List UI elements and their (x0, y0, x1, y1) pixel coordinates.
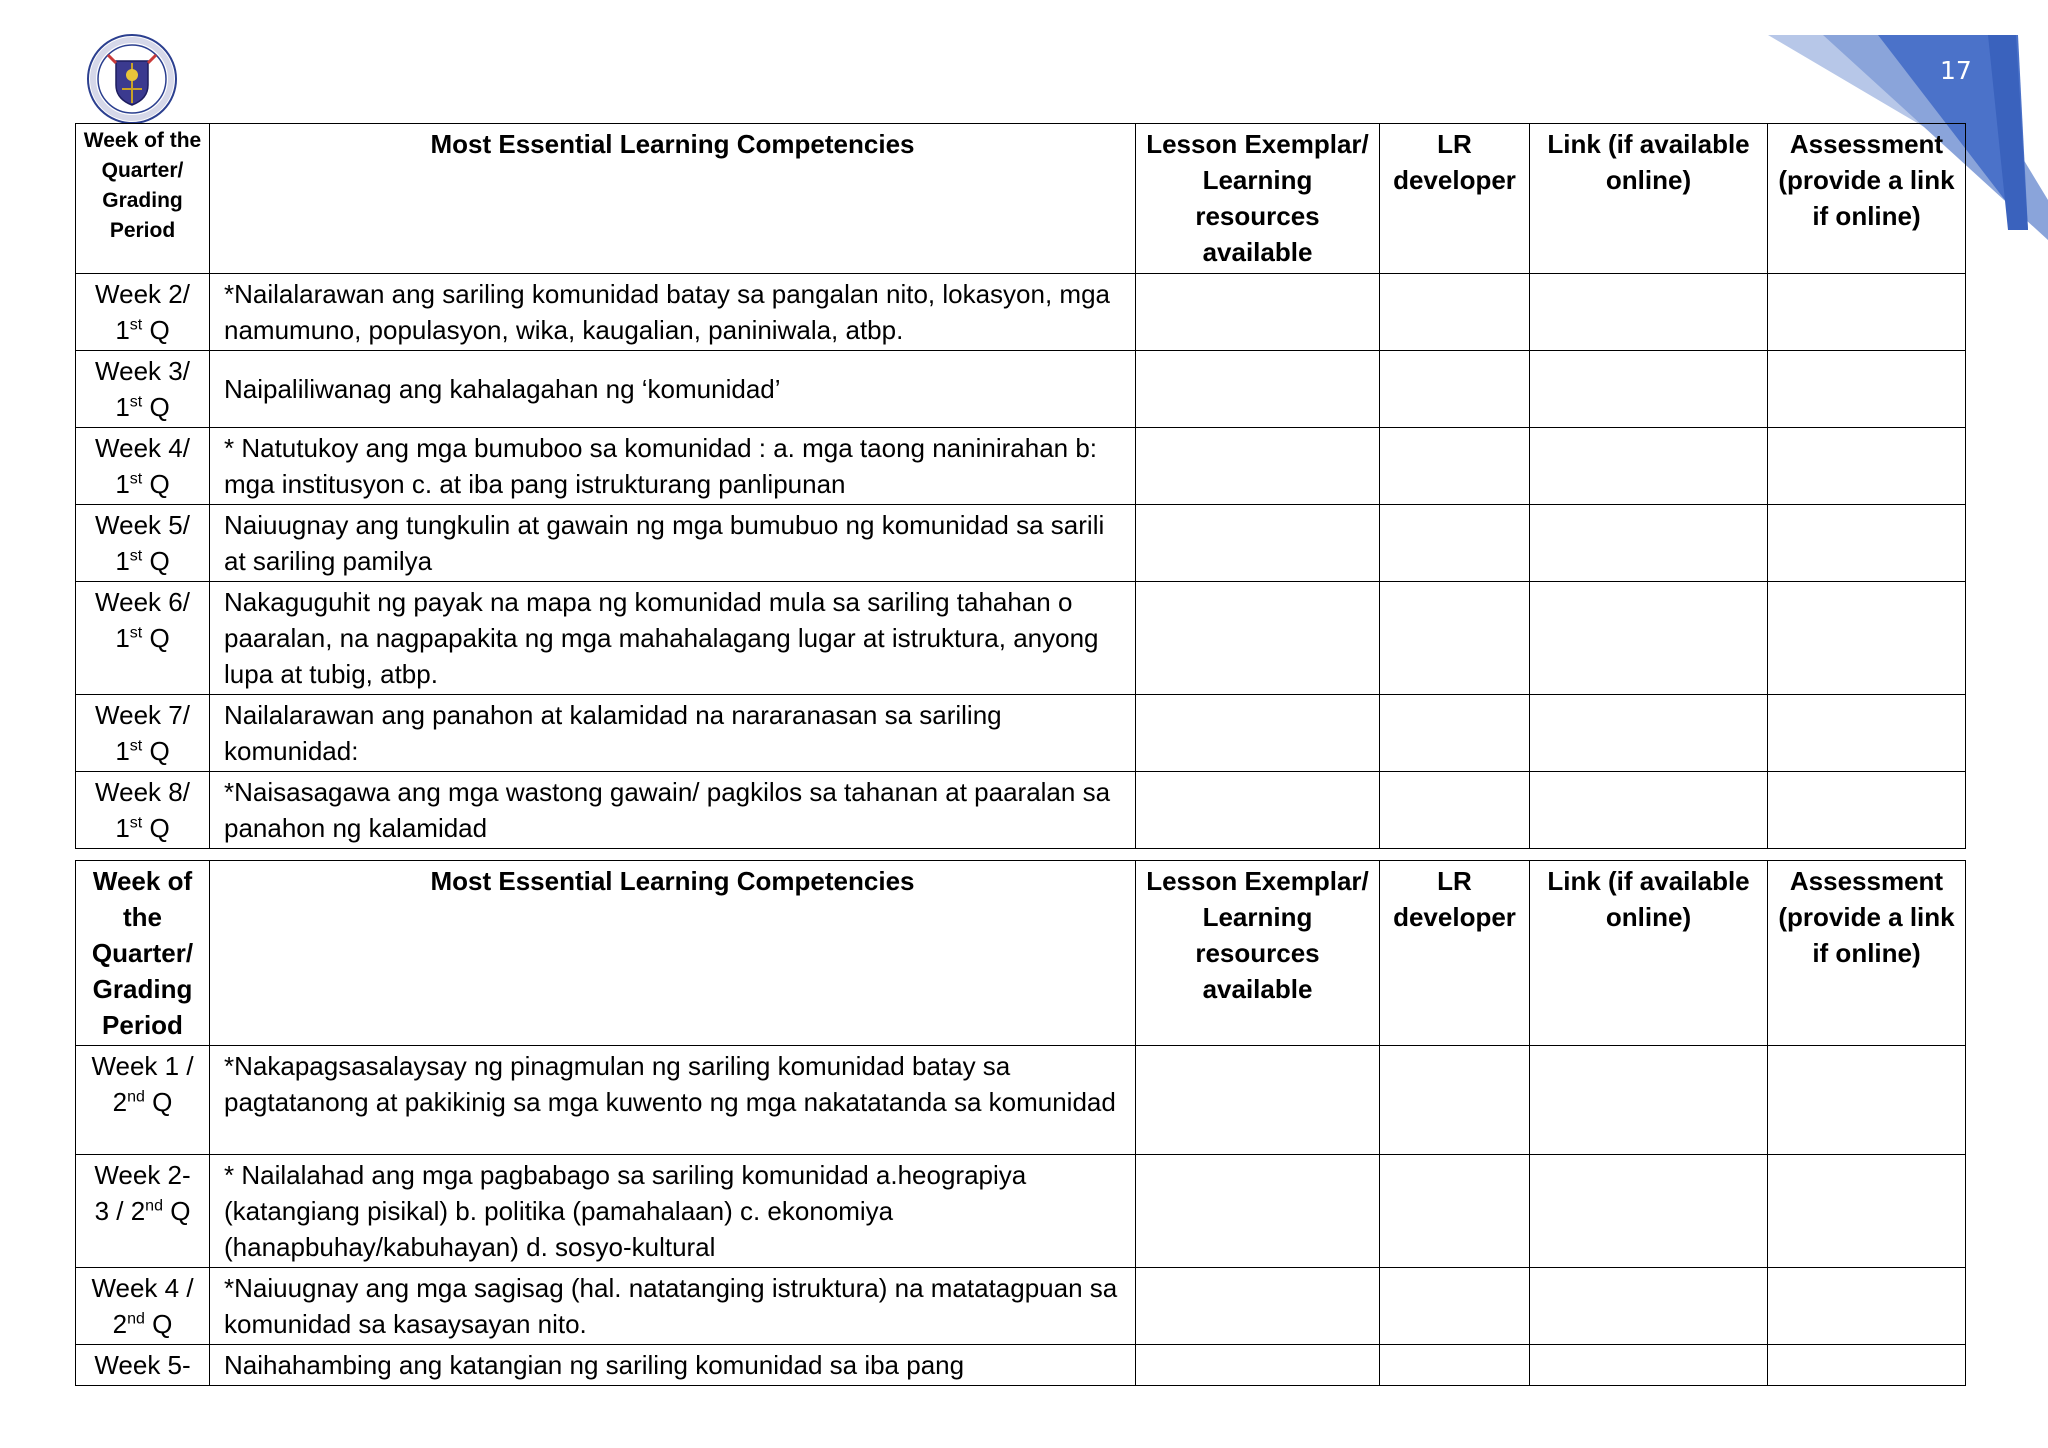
table-row (76, 428, 1966, 505)
competency-cell: * Nailalahad ang mga pagbabago sa sariling komunidad a.heograpiya (katangiang pisikal) b. politika (pamahalaan) c. ekonomiya (hanapbuhay/kabuhayan) d. sosyo-kultural (210, 1155, 1136, 1268)
table-header-row (76, 861, 1966, 1046)
competency-cell: *Nakapagsasalaysay ng pinagmulan ng sariling komunidad batay sa pagtatanong at pakikinig sa mga kuwento ng mga nakatatanda sa komunidad (210, 1046, 1136, 1155)
empty-cell (1530, 351, 1768, 428)
empty-cell (1768, 1046, 1966, 1155)
empty-cell (1530, 1268, 1768, 1345)
empty-cell (1136, 351, 1380, 428)
empty-cell (1530, 695, 1768, 772)
competency-cell: Naihahambing ang katangian ng sariling komunidad sa iba pang (210, 1345, 1136, 1386)
page-number: 17 (1940, 56, 1972, 85)
week-cell: Week 8/ 1st Q (76, 772, 210, 849)
empty-cell (1380, 1345, 1530, 1386)
empty-cell (1380, 274, 1530, 351)
empty-cell (1136, 1345, 1380, 1386)
competencies-table-q1 (75, 123, 1966, 849)
header-week: Week of the Quarter/ Grading Period (76, 124, 210, 274)
empty-cell (1530, 1345, 1768, 1386)
table-row (76, 274, 1966, 351)
empty-cell (1768, 1268, 1966, 1345)
empty-cell (1380, 1046, 1530, 1155)
empty-cell (1768, 772, 1966, 849)
empty-cell (1530, 428, 1768, 505)
empty-cell (1136, 1155, 1380, 1268)
empty-cell (1530, 1046, 1768, 1155)
empty-cell (1768, 274, 1966, 351)
header-lesson-exemplar: Lesson Exemplar/ Learning resources available (1136, 861, 1380, 1046)
header-week: Week of the Quarter/ Grading Period (76, 861, 210, 1046)
empty-cell (1768, 695, 1966, 772)
competency-cell: Naipaliliwanag ang kahalagahan ng ‘komunidad’ (210, 351, 1136, 428)
table-row (76, 1155, 1966, 1268)
header-lr-developer: LR developer (1380, 861, 1530, 1046)
empty-cell (1136, 695, 1380, 772)
table-row (76, 1345, 1966, 1386)
empty-cell (1768, 1345, 1966, 1386)
table-header-row (76, 124, 1966, 274)
table-row (76, 351, 1966, 428)
header-assessment: Assessment (provide a link if online) (1768, 124, 1966, 274)
competency-cell: *Naisasagawa ang mga wastong gawain/ pagkilos sa tahanan at paaralan sa panahon ng kalamidad (210, 772, 1136, 849)
week-cell: Week 3/ 1st Q (76, 351, 210, 428)
header-link: Link (if available online) (1530, 861, 1768, 1046)
empty-cell (1530, 582, 1768, 695)
empty-cell (1380, 582, 1530, 695)
empty-cell (1380, 351, 1530, 428)
empty-cell (1380, 1268, 1530, 1345)
empty-cell (1768, 428, 1966, 505)
table-row (76, 772, 1966, 849)
week-cell: Week 2- 3 / 2nd Q (76, 1155, 210, 1268)
empty-cell (1530, 505, 1768, 582)
empty-cell (1380, 505, 1530, 582)
empty-cell (1530, 1155, 1768, 1268)
header-melc: Most Essential Learning Competencies (210, 861, 1136, 1046)
header-assessment: Assessment (provide a link if online) (1768, 861, 1966, 1046)
empty-cell (1136, 505, 1380, 582)
competency-cell: * Natutukoy ang mga bumuboo sa komunidad : a. mga taong naninirahan b: mga institusyon c. at iba pang istrukturang panlipunan (210, 428, 1136, 505)
table-row (76, 505, 1966, 582)
week-cell: Week 7/ 1st Q (76, 695, 210, 772)
week-cell: Week 5- (76, 1345, 210, 1386)
empty-cell (1380, 695, 1530, 772)
competency-cell: *Naiuugnay ang mga sagisag (hal. natatanging istruktura) na matatagpuan sa komunidad sa kasaysayan nito. (210, 1268, 1136, 1345)
competencies-table-q2 (75, 860, 1966, 1386)
empty-cell (1768, 505, 1966, 582)
header-link: Link (if available online) (1530, 124, 1768, 274)
empty-cell (1380, 772, 1530, 849)
empty-cell (1136, 1268, 1380, 1345)
week-cell: Week 6/ 1st Q (76, 582, 210, 695)
deped-seal-logo (86, 33, 178, 125)
competency-cell: Nailalarawan ang panahon at kalamidad na nararanasan sa sariling komunidad: (210, 695, 1136, 772)
week-cell: Week 2/ 1st Q (76, 274, 210, 351)
empty-cell (1380, 1155, 1530, 1268)
empty-cell (1768, 1155, 1966, 1268)
week-cell: Week 4 / 2nd Q (76, 1268, 210, 1345)
table-row (76, 582, 1966, 695)
empty-cell (1136, 772, 1380, 849)
table-row (76, 1268, 1966, 1345)
table-row (76, 695, 1966, 772)
header-lr-developer: LR developer (1380, 124, 1530, 274)
header-lesson-exemplar: Lesson Exemplar/ Learning resources available (1136, 124, 1380, 274)
empty-cell (1768, 582, 1966, 695)
empty-cell (1136, 582, 1380, 695)
empty-cell (1136, 1046, 1380, 1155)
empty-cell (1530, 772, 1768, 849)
week-cell: Week 4/ 1st Q (76, 428, 210, 505)
competency-cell: Naiuugnay ang tungkulin at gawain ng mga bumubuo ng komunidad sa sarili at sariling pamilya (210, 505, 1136, 582)
empty-cell (1530, 274, 1768, 351)
week-cell: Week 5/ 1st Q (76, 505, 210, 582)
week-cell: Week 1 / 2nd Q (76, 1046, 210, 1155)
empty-cell (1136, 274, 1380, 351)
header-melc: Most Essential Learning Competencies (210, 124, 1136, 274)
competency-cell: *Nailalarawan ang sariling komunidad batay sa pangalan nito, lokasyon, mga namumuno, populasyon, wika, kaugalian, paniniwala, atbp. (210, 274, 1136, 351)
empty-cell (1380, 428, 1530, 505)
table-row (76, 1046, 1966, 1155)
empty-cell (1136, 428, 1380, 505)
competency-cell: Nakaguguhit ng payak na mapa ng komunidad mula sa sariling tahahan o paaralan, na nagpapakita ng mga mahahalagang lugar at istruktura, anyong lupa at tubig, atbp. (210, 582, 1136, 695)
empty-cell (1768, 351, 1966, 428)
